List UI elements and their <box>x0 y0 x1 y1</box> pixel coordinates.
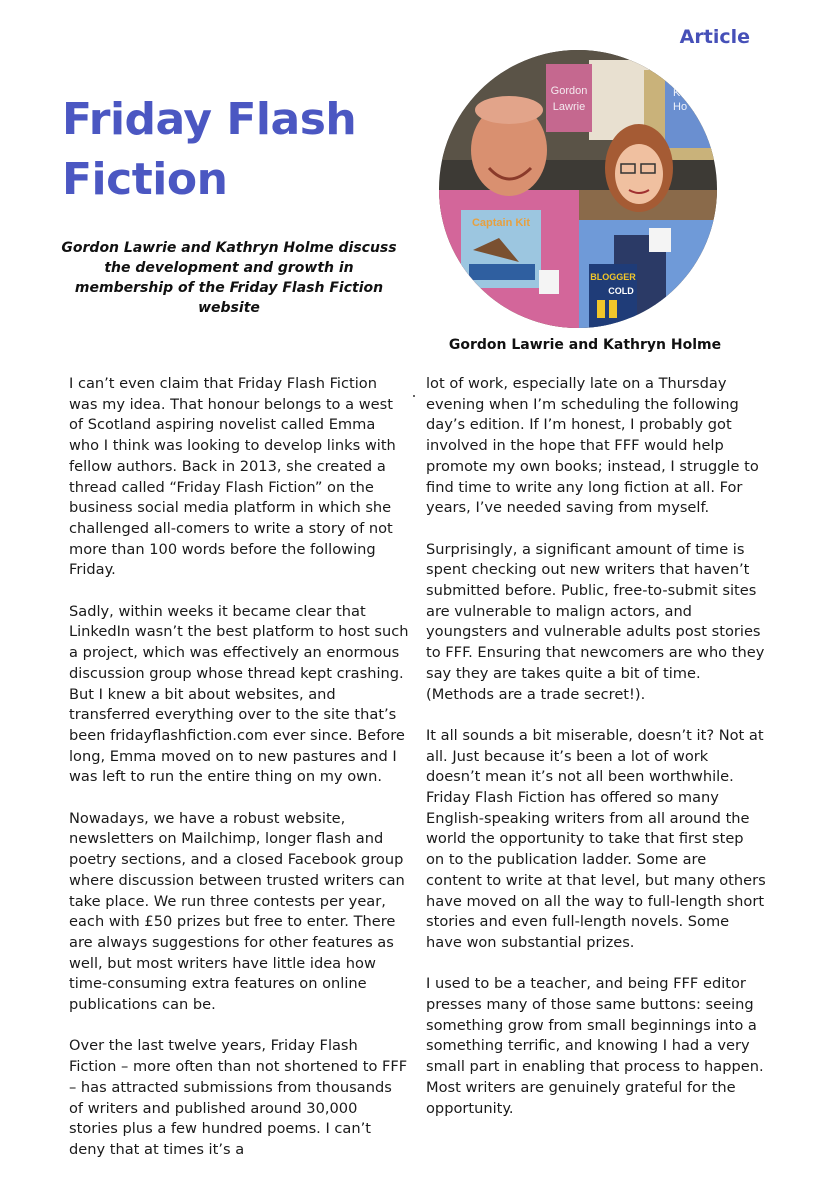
paragraph: Over the last twelve years, Friday Flash Fiction – more often than not shortened to FFF – has attracted submissions from thousands of writers and published around 30,000 stories plus a few hundred poems. I can’t deny that at times it’s a <box>69 1037 408 1158</box>
badge-right-line1: Ka <box>673 87 687 99</box>
paragraph: Sadly, within weeks it became clear that LinkedIn wasn’t the best platform to host such a project, which was effectively an enormous discussion group whose thread kept crashing. But I knew a bit about websites, and transferred everything over to the site that’s been fridayflashfiction.com ever since. Before long, Emma moved on to new pastures and I was left to run the entire thing on my own. <box>69 602 409 786</box>
author-photo <box>439 50 717 328</box>
article-standfirst: Gordon Lawrie and Kathryn Holme discuss the development and growth in membership of the Friday Flash Fiction website <box>61 240 397 316</box>
badge-right-bg <box>665 80 711 148</box>
author-photo-illustration <box>439 50 717 328</box>
photo-caption: Gordon Lawrie and Kathryn Holme <box>448 337 722 353</box>
paragraph: I can’t even claim that Friday Flash Fiction was my idea. That honour belongs to a west of Scotland aspiring novelist called Emma who I think was looking to develop links with fellow authors. Back in 2013, she created a thread called “Friday Flash Fiction” on the business social media platform in which she challenged all-comers to write a story of not more than 100 words before the following Friday. <box>69 375 396 579</box>
book-left-title: Captain Kit <box>471 217 531 229</box>
book-right-title-1: BLOGGER <box>590 272 636 282</box>
badge-left-bg <box>546 64 592 132</box>
paragraph: Surprisingly, a significant amount of time is spent checking out new writers that haven’t submitted before. Public, free-to-submit sites are vulnerable to malign actors, and youngsters and vulnerable adults post stories to FFF. Ensuring that newcomers are who they say they are takes quite a bit of time. (Methods are a trade secret!). <box>426 540 765 703</box>
paragraph: lot of work, especially late on a Thursday evening when I’m scheduling the following day’s edition. If I’m honest, I probably got involved in the hope that FFF would help promote my own books; instead, I struggle to find time to write any long fiction at all. For years, I’ve needed saving from myself. <box>426 375 759 517</box>
paragraph: It all sounds a bit miserable, doesn’t it? Not at all. Just because it’s been a lot of work doesn’t mean it’s not all been worthwhile. Friday Flash Fiction has offered so many English-speaking writers from all around the world the opportunity to take that first step on to the publication ladder. Some are content to write at that level, but many others have moved on all the way to full-length short stories and even full-length novels. Some have won substantial prizes. <box>426 726 766 951</box>
stray-dot <box>413 395 415 397</box>
article-column-right <box>426 374 766 1140</box>
article-title: Friday Flash Fiction <box>62 94 357 205</box>
badge-left-line1: Gordon <box>550 85 588 97</box>
paragraph: Nowadays, we have a robust website, newsletters on Mailchimp, longer flash and poetry sections, and a closed Facebook group where discussion between trusted writers can take place. We run three contests per year, each with £50 prizes but free to enter. There are always suggestions for other features as well, but most writers have little idea how time-consuming extra features on online publications can be. <box>69 809 405 1014</box>
paragraph: I used to be a teacher, and being FFF editor presses many of those same buttons: seeing something grow from small beginnings into a something terrific, and knowing I had a very small part in enabling that process to happen. Most writers are genuinely grateful for the opportunity. <box>426 975 764 1117</box>
book-right-title-2: COLD <box>608 286 634 296</box>
badge-right-line2: Ho <box>673 101 688 113</box>
article-column-left <box>69 374 409 1181</box>
badge-left-line2: Lawrie <box>552 101 586 113</box>
section-label: Article <box>679 26 750 48</box>
